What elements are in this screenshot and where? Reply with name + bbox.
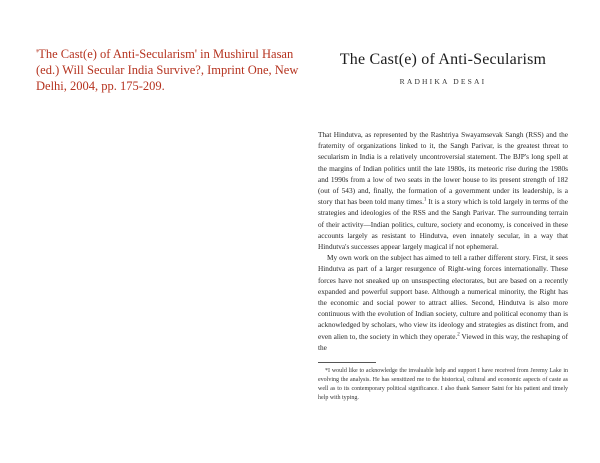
footnote-ref-1: 1 bbox=[423, 197, 427, 203]
article-author: RADHIKA DESAI bbox=[399, 77, 487, 86]
article-title: The Cast(e) of Anti-Secularism bbox=[339, 51, 547, 68]
citation-text: 'The Cast(e) of Anti-Secularism' in Mushirul Hasan (ed.) Will Secular India Survive?, Imprint One, New Delhi, 2004, pp. 175-209. bbox=[36, 47, 299, 93]
footnote-divider bbox=[318, 362, 376, 363]
body-paragraph-2: My own work on the subject has aimed to tell a rather different story. First, it sees Hindutva as part of a larger resurgence of Right-wing forces internationally. These forces have not sneaked up on unsuspecting electorates, but are based on a recently expanded and powerful support base. Although a numerical minority, the Right has the economic and social power to attract allies. Second, Hindutva is also more continuous with the evolution of Indian society, culture and political economy than is acknowledged by scholars, who view its ideology and strategies as distinct from, and even alien to, the society in which they operate.$^2$ Viewed in this way, the reshaping of the bbox=[318, 253, 568, 352]
body-paragraph-1: That Hindutva, as represented by the Rashtriya Swayamsevak Sangh (RSS) and the fraternity of organizations linked to it, the Sangh Parivar, is the greatest threat to secularism in India is a relatively uncontroversial statement. The BJP's long spell at the margins of Indian politics until the late 1980s, its meteoric rise during the 1980s and 1990s from a low of two seats in the lower house to its present strength of 182 (out of 543) and, finally, the formation of a government under its leadership, is a story that has been told many times.$^1$ It is a story which is told largely in terms of the strategies and ideologies of the RSS and the Sangh Parivar. The surrounding terrain of their activity—Indian politics, culture, society and economy, is conceived in these accounts largely as resistant to Hindutva, even innately secular, in a way that Hindutva's successes appear largely magical if not ephemeral. bbox=[318, 130, 568, 252]
footnote-ref-2: 2 bbox=[457, 332, 460, 338]
article-page bbox=[318, 46, 568, 403]
article-body bbox=[318, 129, 568, 353]
footnote-text: *I would like to acknowledge the invaluable help and support I have received from Jeremy Lake in evolving the analysis. He has sensitized me to the historical, cultural and economic aspects of caste as well as to its contemporary political significance. I also thank Sameer Saini for his patient and timely help with typing. bbox=[318, 368, 568, 402]
footnote bbox=[318, 367, 568, 403]
